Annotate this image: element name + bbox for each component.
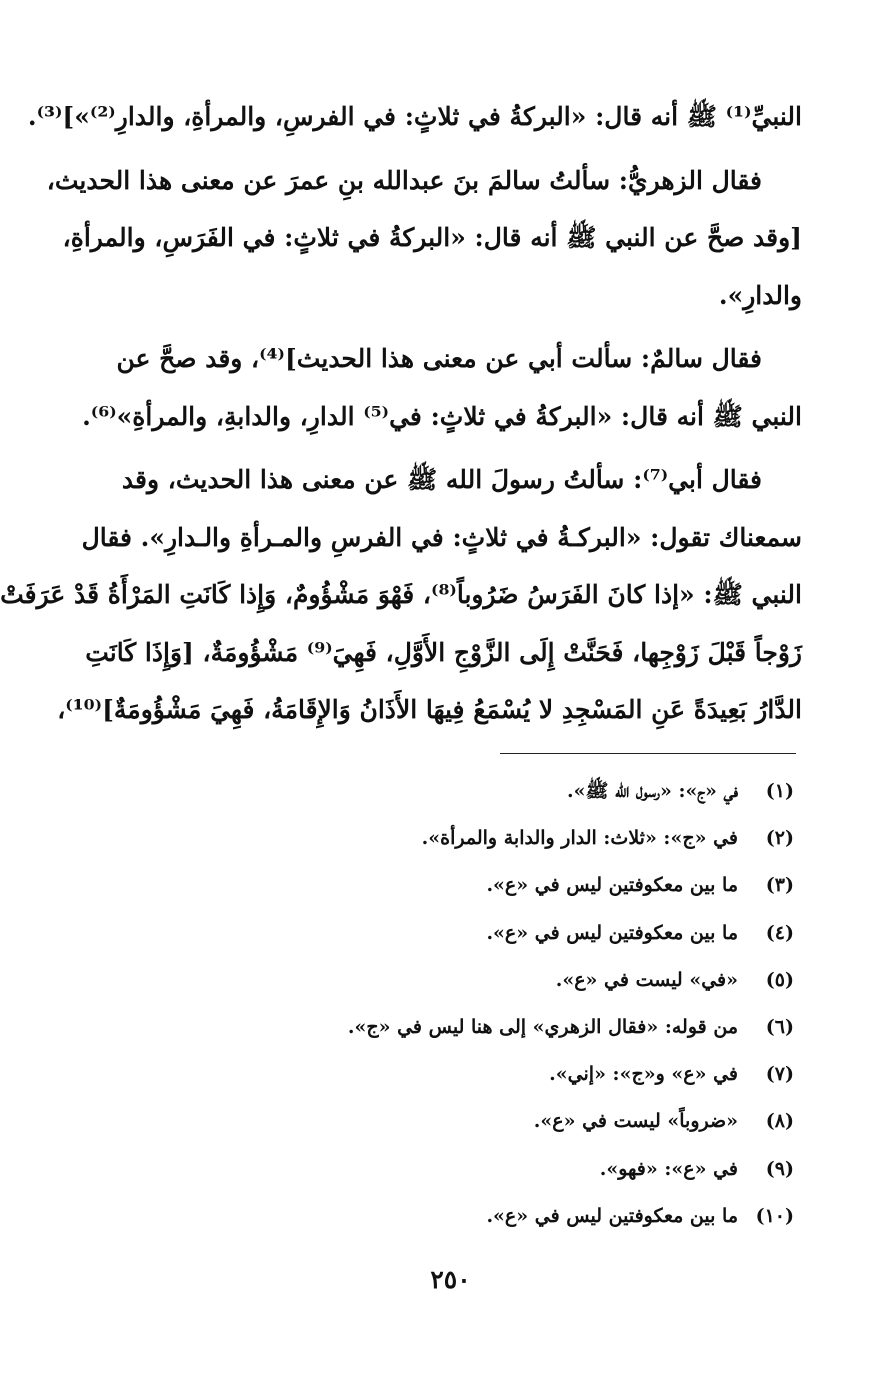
footnote-item [114,1193,794,1240]
footnote-text: ما بين معكوفتين ليس في «ع». [486,1204,738,1227]
text-line-11: الدَّارُ بَعِيدَةً عَنِ المَسْجِدِ لا يُسْمَعُ فِيهَا الأَذَانُ وَالإِقَامَةُ، فَهِيَ مَشْؤُومَةٌ]⁽¹⁰⁾، [57,695,802,724]
footnote-text: من قوله: «فقال الزهري» إلى هنا ليس في «ج». [347,1015,738,1038]
footnote-text: ما بين معكوفتين ليس في «ع». [486,921,738,944]
text-line-6: النبي ﷺ أنه قال: «البركةُ في ثلاثٍ: في⁽⁵⁾ الدارِ، والدابةِ، والمرأةِ»⁽⁶⁾. [82,401,802,431]
footnote-number: (٦) [765,1015,794,1038]
footnote-separator [500,753,796,754]
footnote-text: «في» ليست في «ع». [555,968,738,991]
footnote-text: في «ع»: «فهو». [599,1157,738,1180]
text-line-7: فقال أبي⁽⁷⁾: سألتُ رسولَ الله ﷺ عن معنى هذا الحديث، وقد [121,465,762,494]
footnote-text: في «ج»: «رسول الله ﷺ». [567,780,738,802]
footnote-number: (٤) [765,921,794,944]
text-line-10: زَوْجاً قَبْلَ زَوْجِها، فَحَنَّتْ إِلَى الزَّوْجِ الأَوَّلِ، فَهِيَ⁽⁹⁾ مَشْؤُومَةٌ، [وَإِذَا كَانَتِ [85,637,802,667]
text-line-8: سمعناك تقول: «البركـةُ في ثلاثٍ: في الفرسِ والمـرأةِ والـدارِ». فقال [81,522,802,552]
footnote-number: (٨) [765,1110,794,1133]
footnote-number: (١٠) [755,1204,794,1227]
text-line-9: النبي ﷺ: «إذا كانَ الفَرَسُ ضَرُوباً⁽⁸⁾، فَهْوَ مَشْؤُومٌ، وَإِذا كَانَتِ المَرْأَةُ قَدْ عَرَفَتْ [0,580,802,609]
text-line-1: النبيِّ⁽¹⁾ ﷺ أنه قال: «البركةُ في ثلاثٍ: في الفرسِ، والمرأةِ، والدارِ⁽²⁾»]⁽³⁾. [27,102,802,131]
footnote-text: في «ع» و«ج»: «إني». [549,1063,738,1086]
footnote-text: في «ج»: «ثلاث: الدار والدابة والمرأة». [421,827,738,850]
footnote-text: «ضروباً» ليست في «ع». [533,1110,738,1133]
footnote-item [114,768,794,815]
footnote-item [114,957,794,1004]
footnote-number: (٣) [765,874,794,897]
footnote-number: (١) [765,780,794,802]
main-text [0,88,802,739]
page-number: ٢٥٠ [430,1265,471,1294]
text-line-2: فقال الزهريُّ: سألتُ سالمَ بنَ عبدالله بنِ عمرَ عن معنى هذا الحديث، [46,165,762,195]
footnote-item [114,1051,794,1098]
footnote-number: (٩) [765,1157,794,1180]
text-line-3: [وقد صحَّ عن النبي ﷺ أنه قال: «البركةُ في ثلاثٍ: في الفَرَسِ، والمرأةِ، [62,223,802,252]
footnote-item [114,815,794,862]
footnote-text: ما بين معكوفتين ليس في «ع». [486,874,738,897]
footnote-item [114,910,794,957]
footnote-item [114,862,794,909]
footnotes [114,768,794,1240]
text-line-5: فقال سالمٌ: سألت أبي عن معنى هذا الحديث]⁽⁴⁾، وقد صحَّ عن [116,344,762,373]
footnote-item [114,1098,794,1145]
footnote-number: (٧) [765,1063,794,1086]
footnote-number: (٢) [765,827,794,850]
text-line-4: والدارِ». [718,280,802,310]
footnote-number: (٥) [765,968,794,991]
footnote-item [114,1146,794,1193]
footnote-item [114,1004,794,1051]
